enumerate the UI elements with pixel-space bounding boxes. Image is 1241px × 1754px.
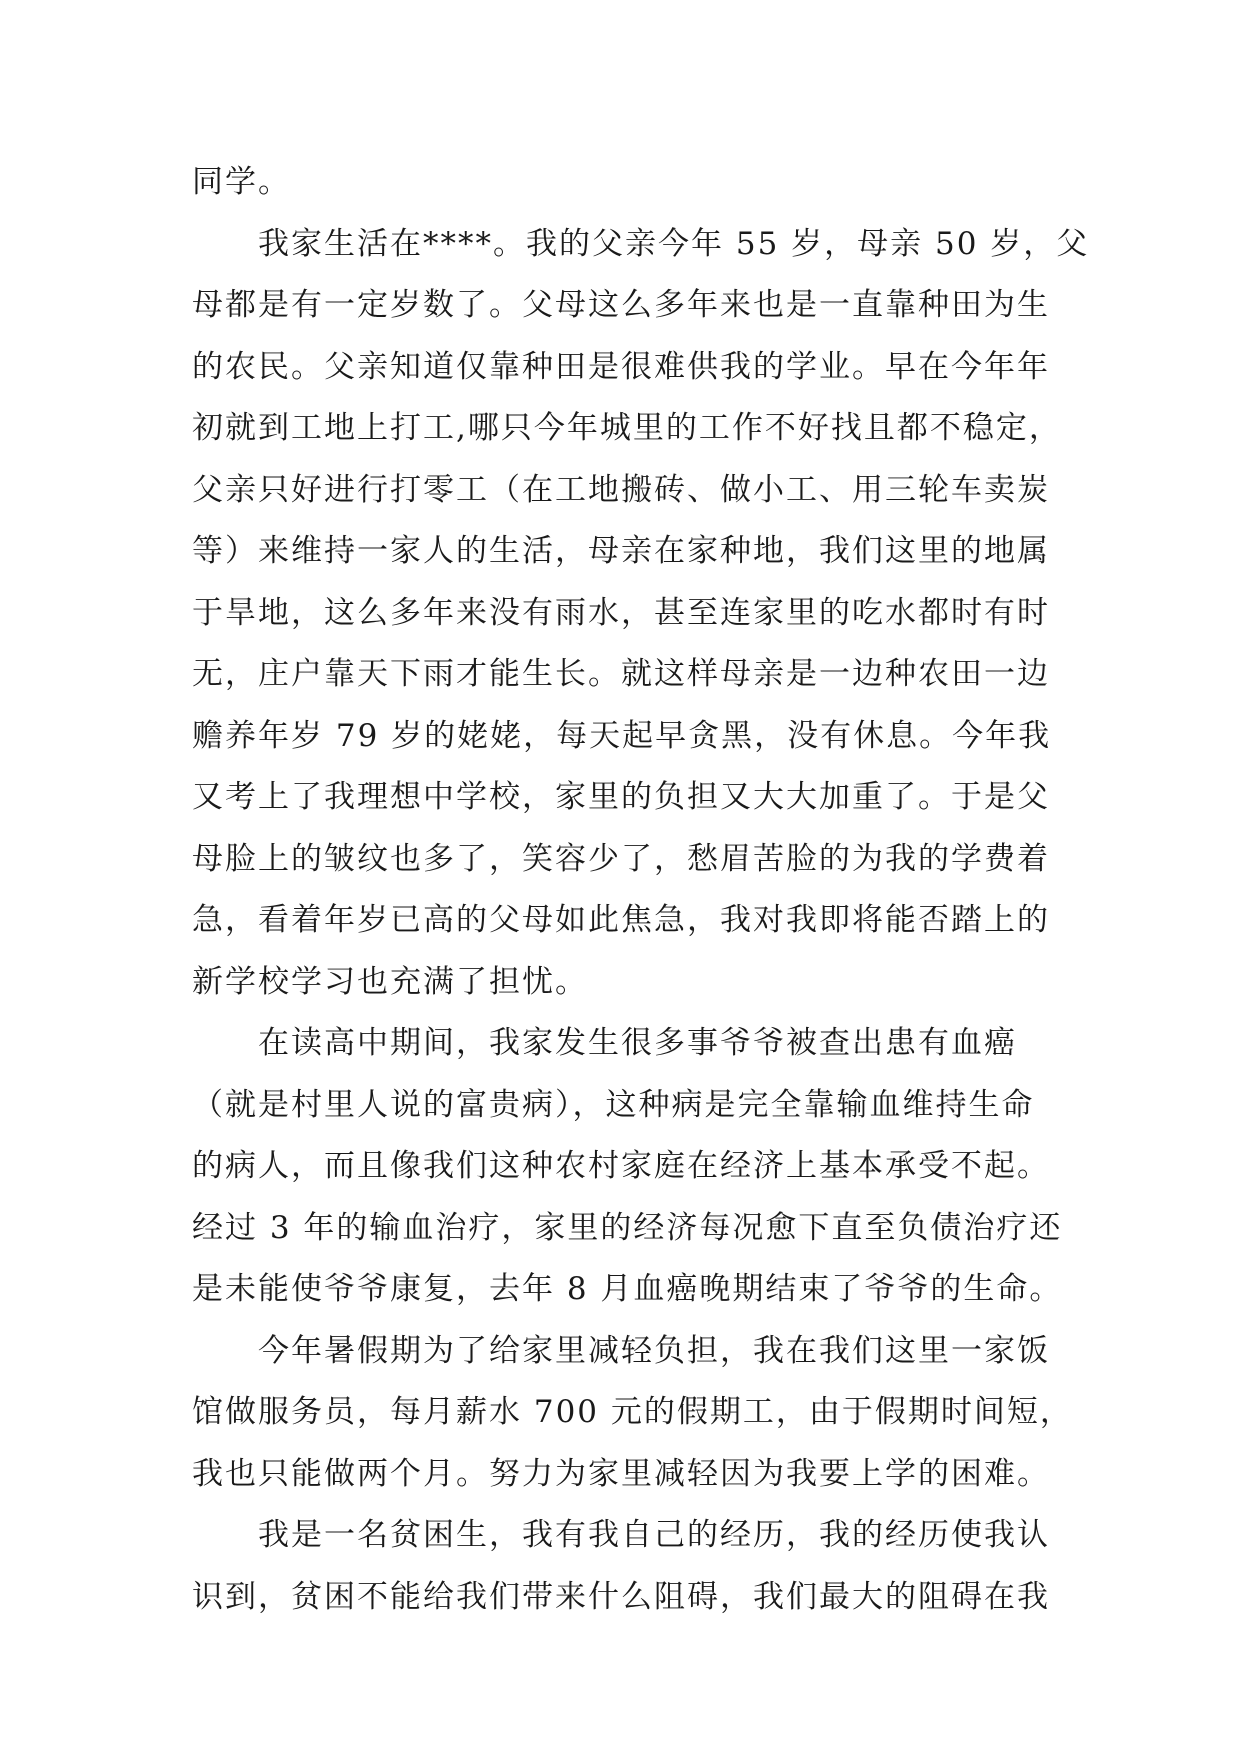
- text-line: 母都是有一定岁数了。父母这么多年来也是一直靠种田为生: [192, 287, 1050, 323]
- text-line: 急，看着年岁已高的父母如此焦急，我对我即将能否踏上的: [192, 902, 1050, 938]
- text-line: 赡养年岁 79 岁的姥姥，每天起早贪黑，没有休息。今年我: [192, 717, 1052, 754]
- text-line: 我家生活在****。我的父亲今年 55 岁，母亲 50 岁，父: [258, 225, 1090, 262]
- text-line: （就是村里人说的富贵病），这种病是完全靠输血维持生命: [192, 1086, 1035, 1123]
- text-line: 是未能使爷爷康复，去年 8 月血癌晚期结束了爷爷的生命。: [192, 1271, 1063, 1307]
- text-line: 识到，贫困不能给我们带来什么阻碍，我们最大的阻碍在我: [192, 1578, 1050, 1615]
- text-line: 我也只能做两个月。努力为家里减轻因为我要上学的困难。: [192, 1455, 1050, 1492]
- text-line: 我是一名贫困生，我有我自己的经历，我的经历使我认: [258, 1517, 1050, 1553]
- text-line: 父亲只好进行打零工（在工地搬砖、做小工、用三轮车卖炭: [192, 471, 1050, 508]
- text-line: 今年暑假期为了给家里减轻负担，我在我们这里一家饭: [258, 1332, 1050, 1369]
- text-line: 新学校学习也充满了担忧。: [192, 963, 588, 1000]
- text-line: 的农民。父亲知道仅靠种田是很难供我的学业。早在今年年: [192, 348, 1050, 385]
- text-line: 于旱地，这么多年来没有雨水，甚至连家里的吃水都时有时: [192, 594, 1050, 631]
- text-line: 馆做服务员，每月薪水 700 元的假期工，由于假期时间短，: [192, 1394, 1073, 1430]
- text-line: 无，庄户靠天下雨才能生长。就这样母亲是一边种农田一边: [192, 656, 1050, 692]
- text-line: 又考上了我理想中学校，家里的负担又大大加重了。于是父: [192, 779, 1050, 815]
- text-line: 经过 3 年的输血治疗，家里的经济每况愈下直至负债治疗还: [192, 1209, 1063, 1246]
- text-line: 同学。: [192, 164, 291, 200]
- text-line: 母脸上的皱纹也多了，笑容少了，愁眉苦脸的为我的学费着: [192, 840, 1050, 877]
- text-line: 的病人，而且像我们这种农村家庭在经济上基本承受不起。: [192, 1148, 1050, 1184]
- text-line: 初就到工地上打工,哪只今年城里的工作不好找且都不稳定，: [192, 410, 1062, 446]
- text-line: 等）来维持一家人的生活，母亲在家种地，我们这里的地属: [192, 533, 1050, 569]
- body-text: [192, 152, 1090, 1628]
- text-line: 在读高中期间，我家发生很多事爷爷被查出患有血癌: [258, 1025, 1017, 1061]
